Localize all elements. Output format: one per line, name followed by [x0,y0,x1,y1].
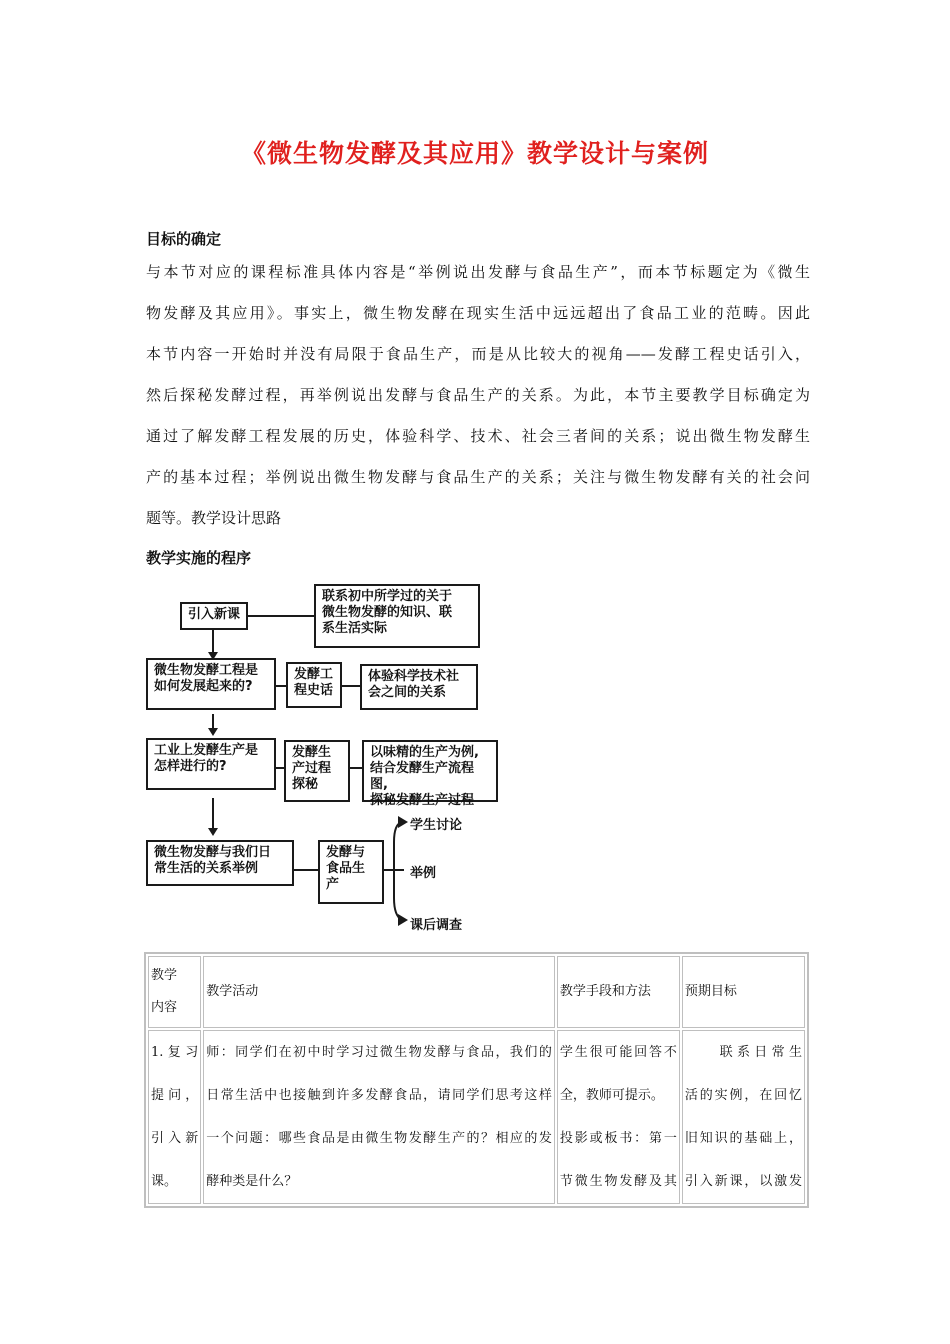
flow-text-line: 以味精的生产为例, [370,745,479,760]
paragraph-line: 物发酵及其应用》。事实上，微生物发酵在现实生活中远远超出了食品工业的范畴。因此 [146,304,810,322]
table-header-cell [148,956,201,1028]
paragraph-line: 本节内容一开始时并没有局限于食品生产，而是从比较大的视角——发酵工程史话引入， [146,345,810,363]
flow-intro-note-box [314,584,480,648]
flow-text-line: 常生活的关系举例 [154,861,259,876]
flow-note-2-box [362,740,498,808]
table-header-cell [203,956,555,1028]
paragraph-line: 然后探秘发酵过程，再举例说出发酵与食品生产的关系。为此，本节主要教学目标确定为 [146,386,810,404]
section-heading-procedure: 教学实施的程序 [146,549,252,567]
flow-text-line: 联系初中所学过的关于 [322,589,453,604]
cell-line: 旧知识的基础上， [684,1131,802,1146]
table-cell-content [148,1030,201,1204]
flow-text-line: 发酵生 [292,745,332,760]
goals-paragraph [146,252,810,539]
flow-question-2-box [146,738,276,790]
flow-topic-1-box [286,662,342,708]
cell-line: 活的实例，在回忆 [684,1088,802,1103]
cell-line: 学生很可能回答不 [559,1045,677,1060]
flow-topic-3-box [318,840,384,904]
flow-question-3-box [146,840,294,886]
header-text: 预期目标 [684,984,737,999]
flow-question-1-box [146,658,276,710]
flow-text-line: 探秘 [292,777,319,792]
flow-text-line: 产过程 [292,761,332,776]
flow-text-line: 体验科学技术社 [368,669,460,684]
header-text: 教学手段和方法 [559,984,651,999]
flow-topic-2-box [284,740,350,802]
flow-text-line: 怎样进行的? [154,759,227,774]
paragraph-line: 题等。教学设计思路 [146,509,282,527]
paragraph-line: 与本节对应的课程标准具体内容是“举例说出发酵与食品生产”，而本节标题定为《微生 [146,263,810,281]
cell-line: 酵种类是什么？ [206,1174,298,1189]
flow-text-line: 微生物发酵与我们日 [154,845,272,860]
flow-text-line: 工业上发酵生产是 [154,743,259,758]
flow-text-line: 微生物发酵的知识、联 [322,605,453,620]
flow-text-line: 程史话 [294,683,334,698]
table-cell-method [557,1030,680,1204]
table-row [148,1030,805,1204]
flow-text-line: 系生活实际 [322,621,388,636]
cell-line: 1. 复 习 [151,1045,199,1060]
cell-line: 一个问题：哪些食品是由微生物发酵生产的？相应的发 [206,1131,552,1146]
flow-text-line: 微生物发酵工程是 [154,663,259,678]
flow-text-line: 发酵与 [326,845,366,860]
paragraph-line: 通过了解发酵工程发展的历史，体验科学、技术、社会三者间的关系；说出微生物发酵生 [146,427,810,445]
flow-text-line: 会之间的关系 [368,685,447,700]
flow-text-line: 探秘发酵生产过程 [370,793,475,808]
flow-branch-example: 举例 [410,866,437,881]
cell-line: 日常生活中也接触到许多发酵食品，请同学们思考这样 [206,1088,552,1103]
cell-line: 课。 [151,1174,178,1189]
flow-text-line: 食品生 [326,861,366,876]
flow-intro-box [180,602,248,630]
lesson-table [144,952,809,1208]
flow-note-1-box [360,664,478,710]
cell-line: 提 问 ， [151,1088,199,1103]
flow-intro-label: 引入新课 [188,607,241,622]
teaching-flowchart [140,580,540,940]
flow-text-line: 产 [326,877,340,892]
cell-line: 师：同学们在初中时学习过微生物发酵与食品，我们的 [206,1045,552,1060]
table-header-row [148,956,805,1028]
cell-line: 引入新课，以激发 [684,1174,802,1189]
cell-line: 全，教师可提示。 [559,1088,664,1103]
flow-branch-survey: 课后调查 [410,918,463,933]
flow-text-line: 发酵工 [294,667,334,682]
flow-branch-discussion: 学生讨论 [410,818,463,833]
cell-line: 联系日常生 [684,1045,802,1060]
header-text: 教学 [151,968,178,983]
section-heading-goals: 目标的确定 [146,230,222,248]
table-cell-activity [203,1030,555,1204]
table-cell-goal [682,1030,805,1204]
cell-line: 引 入 新 [151,1131,199,1146]
flow-text-line: 结合发酵生产流程图, [370,761,475,792]
cell-line: 投影或板书：第一 [559,1131,677,1146]
header-text: 教学活动 [206,984,259,999]
cell-line: 节微生物发酵及其 [559,1174,677,1189]
paragraph-line: 产的基本过程；举例说出微生物发酵与食品生产的关系；关注与微生物发酵有关的社会问 [146,468,810,486]
header-text: 内容 [151,1000,178,1015]
table-header-cell [557,956,680,1028]
table-header-cell [682,956,805,1028]
flow-text-line: 如何发展起来的? [154,679,253,694]
document-title: 《微生物发酵及其应用》教学设计与案例 [240,139,709,168]
